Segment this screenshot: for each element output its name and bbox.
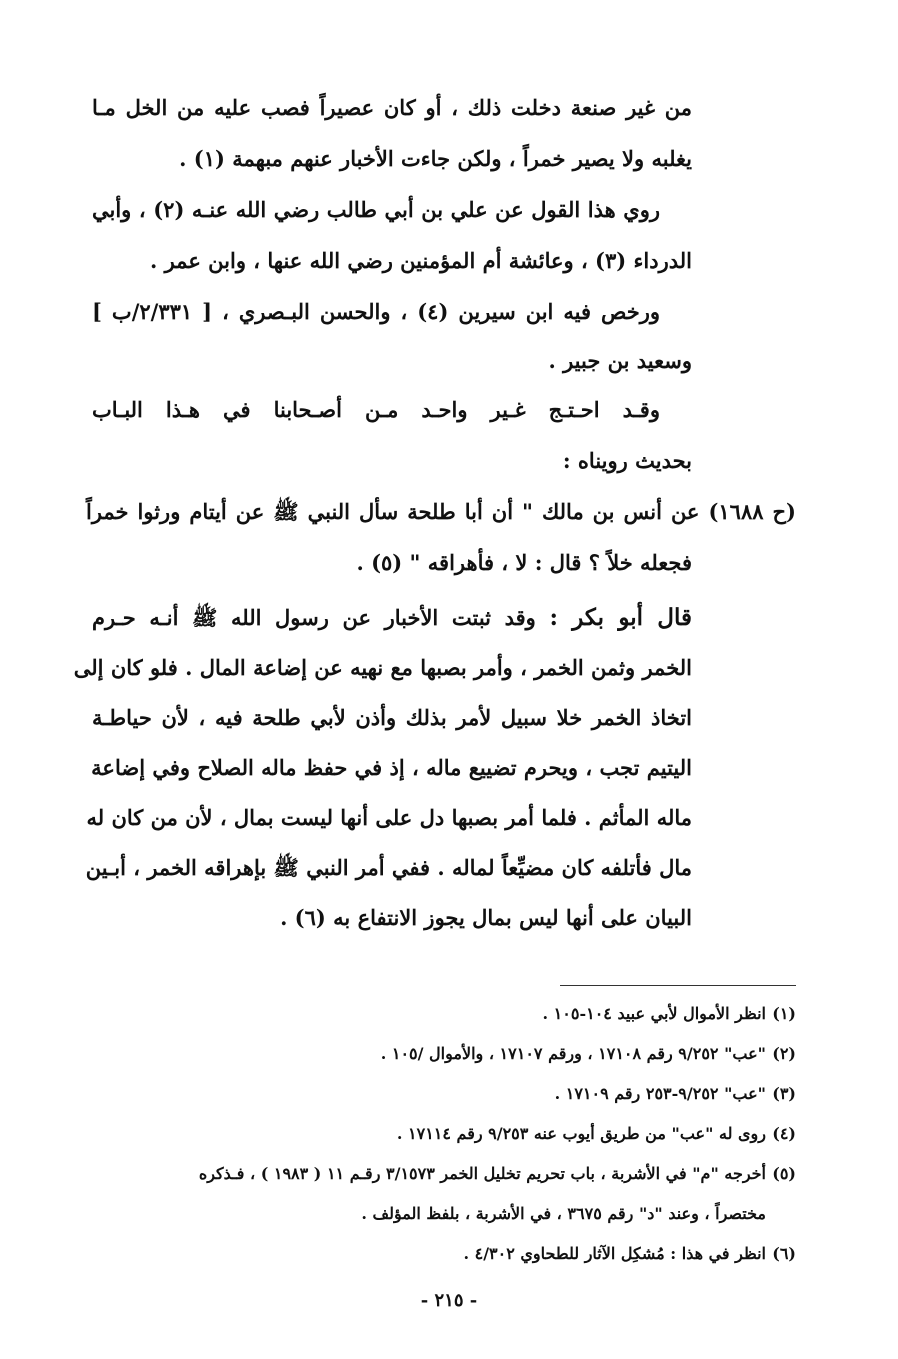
footnote-5-continued [361,1202,796,1226]
commentary-line-6: مال فأتلفه كان مضيِّعاً لماله . ففي أمر النبي ﷺ بإهراقه الخمر ، أبـين [85,855,692,880]
body-line-5: ورخص فيه ابن سيرين (٤) ، والحسن البـصري ، [ ٢/٣٣١/ب ] [92,299,661,324]
body-line-2: يغلبه ولا يصير خمراً ، ولكن جاءت الأخبار عنهم مبهمة (١) . [179,146,692,171]
footnote-number: (٣) [772,1084,796,1103]
footnote-text: انظر الأموال لأبي عبيد ١٠٤-١٠٥ . [542,1004,766,1023]
commentary-line-2: الخمر وثمن الخمر ، وأمر بصبها مع نهيه عن إضاعة المال . فلو كان إلى [73,655,692,680]
footnote-text: انظر في هذا : مُشكِل الآثار للطحاوي ٤/٣٠٢ . [463,1244,766,1263]
footnote-text: "عب" ٩/٢٥٢ رقم ١٧١٠٨ ، ورقم ١٧١٠٧ ، والأموال /١٠٥ . [380,1044,766,1063]
commentary-line-3: اتخاذ الخمر خلا سبيل لأمر بذلك وأذن لأبي طلحة فيه ، لأن حياطـة [92,705,692,730]
body-line-1: من غير صنعة دخلت ذلك ، أو كان عصيراً فصب عليه من الخل مـا [92,95,692,120]
body-line-6: وسعيد بن جبير . [548,348,692,373]
footnote-number: (١) [772,1004,796,1023]
footnote-number: (٥) [772,1164,796,1183]
footnote-1 [543,1002,796,1026]
commentary-line-4: اليتيم تجب ، ويحرم تضييع ماله ، إذ في حفظ ماله الصلاح وفي إضاعة [91,755,692,780]
footnote-4 [397,1122,796,1146]
footnote-text: مختصراً ، وعند "د" رقم ٣٦٧٥ ، في الأشربة ، بلفظ المؤلف . [361,1204,766,1223]
footnote-2 [381,1042,796,1066]
footnote-text: روى له "عب" من طريق أيوب عنه ٩/٢٥٣ رقم ١٧١١٤ . [396,1124,766,1143]
commentary-line-7: البيان على أنها ليس بمال يجوز الانتفاع به (٦) . [280,905,692,930]
body-line-3: روي هذا القول عن علي بن أبي طالب رضي الله عنـه (٢) ، وأبي [92,197,660,222]
commentary-line-1-text: وقد ثبتت الأخبار عن رسول الله ﷺ أنـه حـرم [92,605,536,630]
body-line-8: بحديث رويناه : [562,448,692,473]
commentary-line-5: ماله المأثم . فلما أمر بصبها دل على أنها ليست بمال ، لأن من كان له [86,805,692,830]
footnote-6 [463,1242,796,1266]
footnote-text: أخرجه "م" في الأشربة ، باب تحريم تخليل الخمر ٣/١٥٧٣ رقـم ١١ ( ١٩٨٣ ) ، فـذكره [198,1164,766,1183]
page-number: - ٢١٥ - [420,1290,478,1311]
footnote-separator [560,985,796,986]
speaker-label: قال أبو بكر : [549,604,693,631]
footnote-number: (٤) [772,1124,796,1143]
footnote-text: "عب" ٩/٢٥٢-٢٥٣ رقم ١٧١٠٩ . [554,1084,766,1103]
hadith-line-2: فجعله خلاً ؟ قال : لا ، فأهراقه " (٥) . [356,550,692,575]
footnote-5 [199,1162,796,1186]
body-line-7: وقـد احـتـج غـير واحـد مـن أصـحابنا في هـذا البـاب [92,397,660,422]
footnote-3 [555,1082,796,1106]
commentary-line-1 [92,603,692,633]
body-line-4: الدرداء (٣) ، وعائشة أم المؤمنين رضي الله عنها ، وابن عمر . [149,248,692,273]
hadith-line-1: (ح ١٦٨٨) عن أنس بن مالك " أن أبا طلحة سأل النبي ﷺ عن أيتام ورثوا خمراً [86,499,796,524]
footnote-number: (٦) [772,1244,796,1263]
footnote-number: (٢) [772,1044,796,1063]
